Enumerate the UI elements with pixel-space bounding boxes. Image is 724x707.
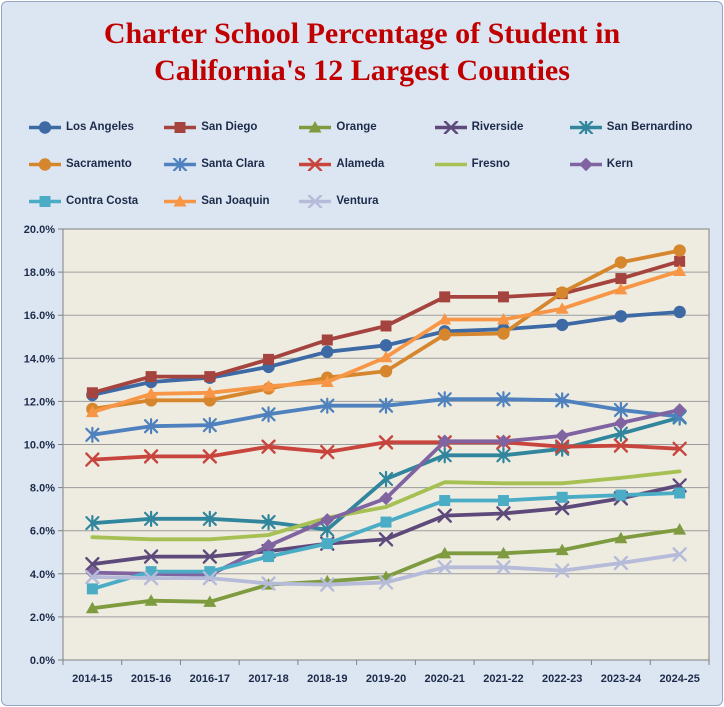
data-point-san-diego (87, 387, 98, 398)
data-point-san-diego (498, 291, 509, 302)
x-tick-label: 2022-23 (541, 673, 583, 685)
data-point-contra-costa (439, 495, 450, 506)
legend-label: Contra Costa (66, 195, 139, 207)
chart-title-line2: California's 12 Largest Counties (154, 53, 570, 87)
data-point-sacramento (673, 244, 685, 256)
x-tick-label: 2023-24 (600, 673, 642, 685)
y-tick-label: 18.0% (23, 267, 55, 280)
legend-label: Orange (336, 121, 377, 133)
legend-label: Riverside (471, 121, 524, 133)
data-point-san-diego (146, 371, 157, 382)
data-point-san-diego (439, 291, 450, 302)
data-point-contra-costa (498, 495, 509, 506)
y-tick-label: 10.0% (23, 439, 55, 452)
data-point-san-diego (322, 334, 333, 345)
legend-label: Sacramento (66, 158, 132, 170)
data-point-los-angeles (673, 306, 685, 318)
data-point-los-angeles (556, 319, 568, 331)
y-tick-label: 14.0% (23, 353, 55, 366)
data-point-san-diego (204, 371, 215, 382)
data-point-contra-costa (615, 490, 626, 501)
y-tick-label: 20.0% (23, 224, 55, 236)
y-tick-label: 0.0% (29, 655, 55, 667)
data-point-contra-costa (674, 487, 685, 498)
y-tick-label: 2.0% (29, 611, 55, 624)
x-tick-label: 2015-16 (130, 673, 172, 685)
y-tick-label: 8.0% (29, 482, 55, 495)
y-tick-label: 12.0% (23, 396, 55, 409)
chart-window (1, 1, 723, 706)
chart-title-line1: Charter School Percentage of Student in (103, 17, 621, 50)
data-point-san-diego (381, 320, 392, 331)
data-point-sacramento (556, 286, 568, 298)
x-tick-label: 2021-22 (483, 673, 524, 685)
x-tick-label: 2018-19 (307, 673, 348, 685)
legend-label: Ventura (336, 195, 379, 207)
x-tick-label: 2017-18 (248, 673, 289, 685)
data-point-sacramento (615, 256, 627, 268)
data-point-sacramento (439, 328, 451, 340)
data-point-contra-costa (557, 492, 568, 503)
data-point-contra-costa (322, 538, 333, 549)
data-point-los-angeles (380, 339, 392, 351)
data-point-san-diego (263, 354, 274, 365)
x-tick-label: 2019-20 (365, 673, 407, 685)
x-tick-label: 2024-25 (659, 673, 700, 685)
x-tick-label: 2020-21 (424, 673, 465, 685)
line-chart-plot (2, 2, 723, 706)
data-point-contra-costa (263, 551, 274, 562)
data-point-los-angeles (615, 310, 627, 322)
legend-label: San Diego (201, 121, 258, 133)
legend-label: Alameda (336, 158, 385, 170)
legend-label: San Joaquin (201, 195, 270, 207)
x-tick-label: 2014-15 (72, 673, 113, 685)
y-tick-label: 16.0% (23, 310, 55, 323)
legend-label: Santa Clara (201, 158, 265, 170)
y-tick-label: 6.0% (29, 525, 55, 538)
data-point-sacramento (380, 365, 392, 377)
data-point-san-diego (615, 273, 626, 284)
legend-label: San Bernardino (606, 121, 693, 133)
y-tick-label: 4.0% (29, 568, 55, 581)
data-point-los-angeles (321, 346, 333, 358)
data-point-contra-costa (87, 583, 98, 594)
legend-label: Kern (606, 158, 633, 170)
legend-label: Fresno (471, 158, 510, 170)
x-tick-label: 2016-17 (189, 673, 231, 685)
legend-label: Los Angeles (66, 121, 134, 133)
data-point-contra-costa (381, 517, 392, 528)
data-point-sacramento (497, 327, 509, 339)
